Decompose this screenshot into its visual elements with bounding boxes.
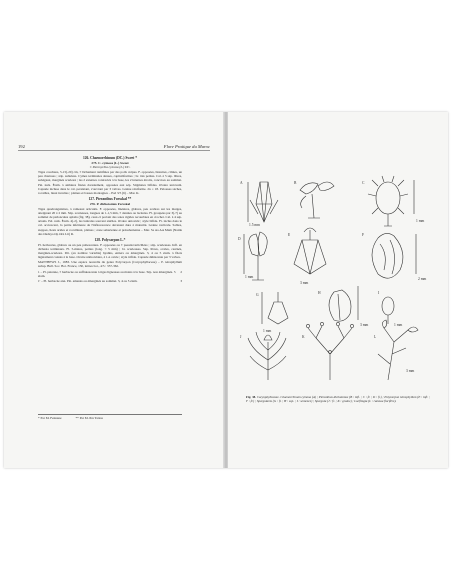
section-chaenorrhinum	[38, 156, 182, 195]
book-spread	[4, 112, 448, 468]
label-g: G	[256, 293, 259, 297]
scale-labels	[245, 219, 426, 373]
genus-heading: 128. Polycarpon L.*	[94, 237, 126, 242]
page-text	[38, 154, 182, 283]
label-j: J	[240, 335, 242, 339]
drawing-i	[382, 297, 394, 324]
right-page	[228, 112, 448, 468]
scale-label: 1 mm	[416, 219, 425, 223]
drawing-a	[248, 182, 278, 222]
left-page	[4, 112, 224, 468]
description: Pl. herbacées, glabres ou un peu pubescentes. F. opposées ou ± pseudoverticillées ; stip. scarieuses. Infl. en dichasia terminaux. Fl. 5-mères, petites (long. < 5 mm) ; br. scarieuses. Sép. libres, ovales, carénés, marginés-scarieux. Pét. (en nombre variable) hyalins, entiers ou émarginés. 3, 4 ou 5 étam. à filets légèrement connés à la base. Ovaire uniloculaire, à 1-n ovule ; style trifide. Capsule déhiscente par 3 valves.	[38, 242, 182, 260]
book-title: Flore Pratique du Maroc	[163, 144, 210, 149]
drawing-f	[372, 233, 416, 278]
running-head	[18, 144, 210, 151]
label-i: I	[378, 291, 380, 295]
label-e: E	[288, 233, 291, 237]
label-k: K	[302, 335, 305, 339]
synonym: ≡ Paronychia cymosa (L.) DC.	[89, 165, 131, 170]
caption-text: Caryophyllaceae. Chaenorrhinum cymosa (A) ; Pteranthus dichotomus (B : infl. ; C : fl. ; D : fr.) ; Polycarpon tetraphyllum (E : infl. ; F : fl.) ; Spergularia (G : fr. ; H : sep. ; I : semence) ; Spergula (J : fr. ; K : graine) ; Loeflingia (L : rameau florifère).	[246, 395, 430, 403]
key-text: 1' – Pl. herbacée ann. Pét. amenés ou émarginés au sommet. 3, 4 ou 5 étam.	[38, 278, 138, 283]
drawing-c	[368, 176, 414, 226]
label-h: H	[318, 291, 321, 295]
scale-label: 3 mm	[406, 369, 415, 373]
scale-label: 3 mm	[300, 281, 309, 285]
species-heading: 275. C. cymosa (L.) Sweet	[91, 161, 129, 166]
reference: MATTHEWS J., 1983. Une espèce nouvelle du genre Polycarpon (Caryophyllaceae) – P. tetraphyllum subsp. Bull. Soc. Bot. France, 130, lettres bot., 4/5 : 357-362.	[38, 260, 182, 269]
page-number: 192	[18, 144, 25, 149]
drawing-k	[306, 322, 353, 380]
botanical-illustration	[238, 174, 438, 382]
label-a: A	[240, 181, 243, 185]
drawing-e	[294, 228, 326, 274]
label-f: F	[362, 233, 364, 237]
footnote: * Par M. Fennane	[38, 416, 62, 420]
scale-label: 1 mm	[394, 323, 403, 327]
scale-label: 1 mm	[263, 329, 272, 333]
figure-letters	[238, 181, 380, 339]
key-text: 1 – Pl. pérenne, ± herbacée ou suffrutescente à tiges ligneuses au moins à la base. Tép. non émarginés. 5 étam.	[38, 270, 176, 279]
caption-label: Fig. 38.	[246, 395, 257, 399]
drawing-j	[248, 332, 286, 380]
drawing-g	[262, 292, 288, 324]
genus-heading: 126. Chaenorrhinum (DC.) Sweet *	[82, 156, 138, 160]
label-b: B	[294, 181, 297, 185]
figure-caption	[246, 395, 430, 403]
scale-label: 2 mm	[418, 277, 427, 281]
drawing-h	[329, 286, 358, 321]
genus-heading: 127. Pteranthus Forsskal **	[88, 196, 132, 201]
scale-label: 3 mm	[360, 323, 369, 327]
key-ref: 2	[180, 270, 182, 275]
section-polycarpon	[38, 238, 182, 269]
scale-label: 1.5 mm	[249, 223, 260, 227]
label-l: L	[374, 335, 377, 339]
identification-key	[38, 270, 182, 282]
species-heading: 276. P. dichotomus Forsskal	[89, 201, 131, 206]
drawing-d	[244, 232, 267, 280]
footnotes	[38, 414, 182, 420]
description: Tiges quadrangulaires, à rameaux articulés. F. opposées, linéaires, glabres, peu scabres sur les marges, atteignant 20 x 2 mm. Stip. scarieuses, longues de 1-1,5 mm, ± dentées ou lacérées. Fl. groupées par 3(-7) au sommet de pédoncules aplatis (fig. 38), ceux-ci portant des soies rigides recourbées en crochet. Cal. à 4 sép. aristés. Pét. nuls. Étam. 4(-2), les latérales souvent stériles. Ovaire uniovulé ; style bifide. Fr. inclus dans le cal. accrescent, la partie inférieure de l'inflorescence devenant dure à maturité. Graine verticale. Sables, steppes, lieux arides et rocailleux, plaines ; zone saharienne et présaharienne – Mar. Ss Aa AA Mam (Naidu des Oudaya Op Orn Lit) R.	[38, 207, 182, 236]
label-d: D	[238, 237, 241, 241]
key-line	[38, 270, 182, 278]
drawing-b	[300, 182, 334, 218]
footnote: ** Par M. Ibn Tattou	[75, 416, 103, 420]
description: Tiges couchées, 5-15(-20) cm, ± lâchement ramifiées par des poils crépus. F. opposées, linéaires, ciliées, un peu charnues ; stip. subulées. Cymes terminales denses, capituliformes ; br. très petites. Cal. à 5 sép. libres, subégaux, marginés scarieux ; les 2 externes contractés à la base, les 2 internes étroits, concaves au sommet. Pét. nuls. Étam. à anthères fixées dorsalement, opposées aux sép. Stigmates bifides. Ovaire uniovulé. Capsule incluse dans le cal. persistant, s'ouvrant par 3 valves. Graine réniforme. 2n = 18. Pelouses sèches, rocailles, lieux incultes ; plaines et basses montagnes – Esd 3/5 (6) – Mar. K.	[38, 170, 182, 195]
section-pteranthus	[38, 197, 182, 236]
label-c: C	[362, 181, 365, 185]
scale-label: 1 mm	[245, 275, 254, 279]
key-ref: 3	[180, 278, 182, 283]
key-line	[38, 279, 182, 283]
